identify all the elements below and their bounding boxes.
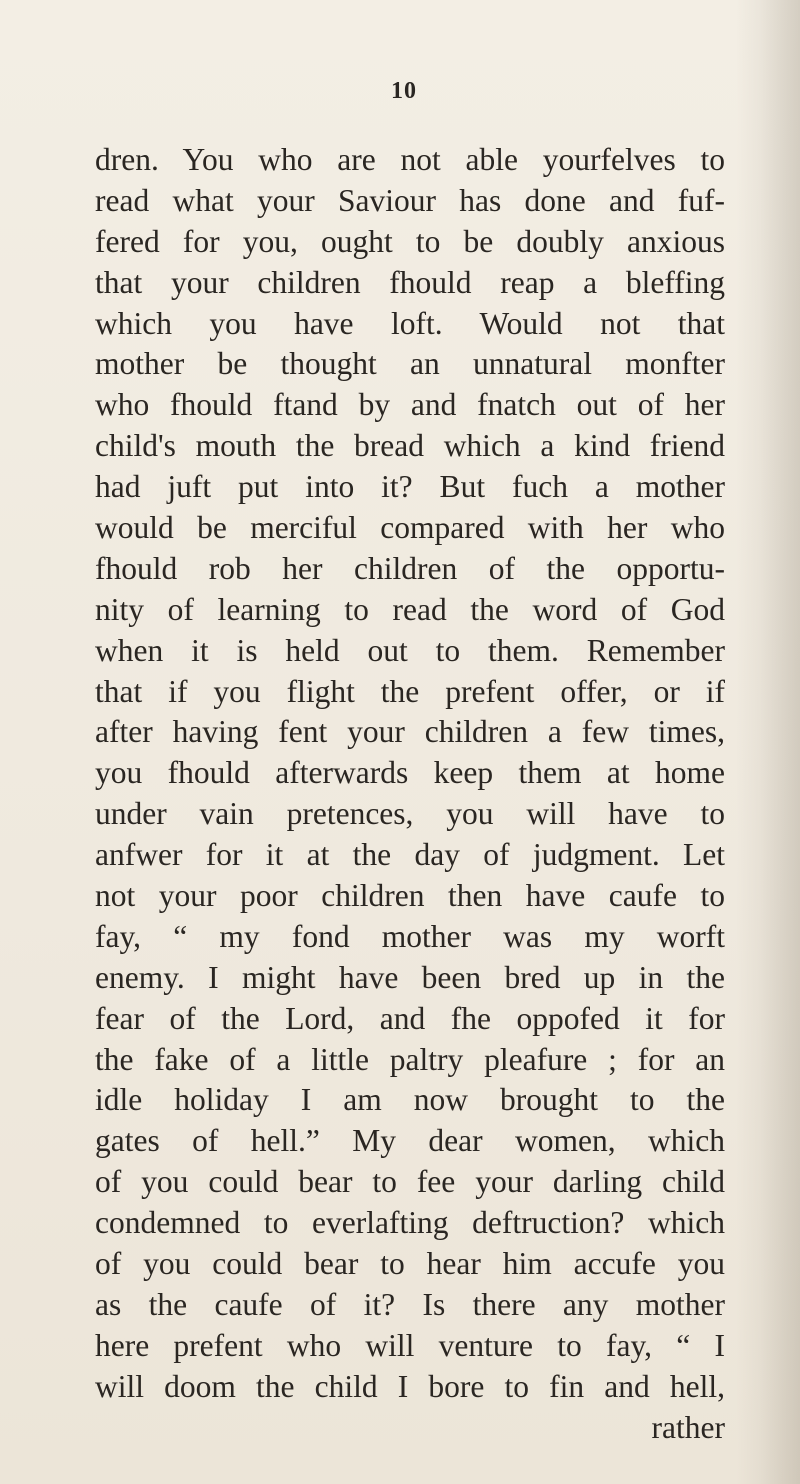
text-line: idle holiday I am now brought to the bbox=[95, 1082, 725, 1118]
text-line: dren. You who are not able yourfelves to bbox=[95, 142, 725, 177]
text-line: child's mouth the bread which a kind friend bbox=[95, 428, 725, 464]
text-line: when it is held out to them. Remember bbox=[95, 632, 725, 668]
text-line: fhould rob her children of the opportu- bbox=[95, 550, 725, 586]
text-line: read what your Saviour has done and fuf- bbox=[95, 182, 725, 218]
text-line: would be merciful compared with her who bbox=[95, 510, 725, 546]
catchword: rather bbox=[651, 1409, 725, 1445]
text-line: as the caufe of it? Is there any mother bbox=[95, 1286, 725, 1322]
text-line: enemy. I might have been bred up in the bbox=[95, 959, 725, 995]
text-line: that if you flight the prefent offer, or if bbox=[95, 673, 725, 709]
text-line: which you have loft. Would not that bbox=[95, 305, 725, 341]
text-line: mother be thought an unnatural monfter bbox=[95, 346, 725, 382]
text-line: of you could bear to fee your darling child bbox=[95, 1164, 725, 1200]
page-number: 10 bbox=[391, 78, 417, 104]
text-line: of you could bear to hear him accufe you bbox=[95, 1246, 725, 1282]
text-line: had juft put into it? But fuch a mother bbox=[95, 469, 725, 505]
text-line: here prefent who will venture to fay, “ I bbox=[95, 1327, 725, 1363]
text-line: anfwer for it at the day of judgment. Let bbox=[95, 837, 725, 873]
text-line: fay, “ my fond mother was my worft bbox=[95, 918, 725, 954]
text-line: you fhould afterwards keep them at home bbox=[95, 755, 725, 791]
text-line: fered for you, ought to be doubly anxious bbox=[95, 223, 725, 259]
text-line: condemned to everlafting deftruction? which bbox=[95, 1205, 725, 1241]
page-edge-shadow bbox=[760, 0, 800, 1484]
text-line: will doom the child I bore to fin and hell, bbox=[95, 1368, 725, 1404]
text-line: who fhould ftand by and fnatch out of her bbox=[95, 387, 725, 423]
text-line: after having fent your children a few times, bbox=[95, 714, 725, 750]
text-line: the fake of a little paltry pleafure ; for an bbox=[95, 1041, 725, 1077]
text-line: nity of learning to read the word of God bbox=[95, 591, 725, 627]
text-line: not your poor children then have caufe to bbox=[95, 878, 725, 914]
text-line: that your children fhould reap a bleffing bbox=[95, 264, 725, 300]
text-line: gates of hell.” My dear women, which bbox=[95, 1123, 725, 1159]
text-line: fear of the Lord, and fhe oppofed it for bbox=[95, 1000, 725, 1036]
body-text bbox=[95, 140, 725, 1449]
text-line: under vain pretences, you will have to bbox=[95, 796, 725, 832]
